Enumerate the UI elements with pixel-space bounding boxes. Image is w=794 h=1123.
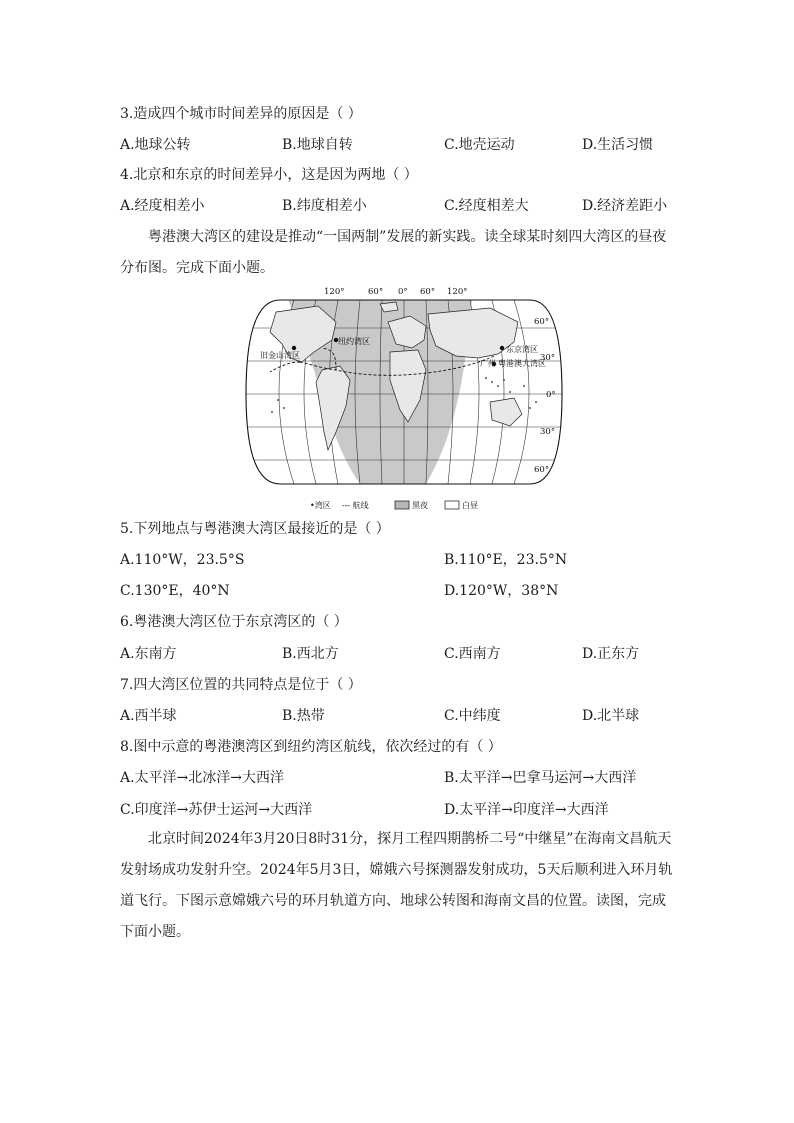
q4-option-b: B.纬度相差小: [282, 198, 367, 214]
top-tick-60e: 60°: [420, 287, 436, 297]
q6-option-d: D.正东方: [582, 646, 640, 662]
question-4-stem: 4.北京和东京的时间差异小，这是因为两地（ ）: [120, 167, 418, 183]
q7-option-a: A.西半球: [120, 708, 177, 724]
question-8-stem: 8.图中示意的粤港澳湾区到纽约湾区航线，依次经过的有（ ）: [120, 739, 502, 755]
q5-option-a: A.110°W，23.5°S: [120, 552, 245, 568]
label-guangzhou: 广州: [480, 359, 496, 368]
label-ny-bay: 纽约湾区: [338, 337, 370, 346]
q4-option-c: C.经度相差大: [444, 198, 529, 214]
q8-option-d: D.太平洋→印度洋→大西洋: [444, 802, 609, 818]
right-tick-60n: 60°: [534, 317, 550, 327]
right-tick-30n: 30°: [540, 353, 556, 363]
q6-option-a: A.东南方: [120, 646, 177, 662]
world-day-night-map: [240, 282, 568, 514]
top-tick-60w: 60°: [368, 287, 384, 297]
q7-option-c: C.中纬度: [444, 708, 501, 724]
q8-option-a: A.太平洋→北冰洋→大西洋: [120, 770, 285, 786]
q5-option-b: B.110°E，23.5°N: [444, 552, 568, 568]
q8-option-b: B.太平洋→巴拿马运河→大西洋: [444, 770, 637, 786]
legend-route: --- 航线: [342, 501, 369, 510]
q8-option-c: C.印度洋→苏伊士运河→大西洋: [120, 802, 313, 818]
reading-intro-chang-e: 北京时间2024年3月20日8时31分，探月工程四期鹊桥二号“中继星”在海南文昌航天发射场成功发射升空。2024年5月3日，嫦娥六号探测器发射成功，5天后顺利进入环月轨道飞行。下图示意嫦娥六号的环月轨道方向、地球公转图和海南文昌的位置。读图，完成下面小题。: [120, 831, 673, 940]
label-tokyo-bay: 东京湾区: [506, 345, 538, 354]
sf-bay-dot: [292, 346, 296, 350]
q5-option-d: D.120°W，38°N: [444, 583, 559, 599]
q3-option-b: B.地球自转: [282, 137, 353, 153]
map-legend: [310, 500, 478, 510]
tokyo-bay-dot: [500, 346, 504, 350]
question-5-stem: 5.下列地点与粤港澳大湾区最接近的是（ ）: [120, 521, 390, 537]
right-tick-60s: 60°: [534, 465, 550, 475]
q7-option-b: B.热带: [282, 708, 325, 724]
q4-option-d: D.经济差距小: [582, 198, 668, 214]
label-gba: 粤港澳大湾区: [498, 359, 546, 368]
q3-option-d: D.生活习惯: [582, 137, 654, 153]
top-tick-120w: 120°: [324, 287, 345, 297]
q4-option-a: A.经度相差小: [120, 198, 205, 214]
question-6-stem: 6.粤港澳大湾区位于东京湾区的（ ）: [120, 614, 348, 630]
q3-option-a: A.地球公转: [120, 137, 191, 153]
question-7-stem: 7.四大湾区位置的共同特点是位于（ ）: [120, 677, 362, 693]
top-tick-0: 0°: [398, 287, 408, 297]
reading-intro-bay-areas: 粤港澳大湾区的建设是推动“一国两制”发展的新实践。读全球某时刻四大湾区的昼夜分布图。完成下面小题。: [120, 229, 667, 276]
question-3-stem: 3.造成四个城市时间差异的原因是（ ）: [120, 106, 362, 122]
legend-night-swatch: [395, 501, 409, 509]
top-tick-120e: 120°: [447, 287, 468, 297]
legend-day: 白昼: [462, 501, 478, 510]
q3-option-c: C.地壳运动: [444, 137, 515, 153]
right-tick-0: 0°: [546, 390, 556, 400]
q5-option-c: C.130°E，40°N: [120, 583, 230, 599]
legend-day-swatch: [445, 501, 459, 509]
legend-night: 黑夜: [412, 501, 428, 510]
q6-option-c: C.西南方: [444, 646, 501, 662]
label-sf-bay: 旧金山湾区: [260, 351, 300, 360]
q7-option-d: D.北半球: [582, 708, 640, 724]
right-tick-30s: 30°: [540, 427, 556, 437]
q6-option-b: B.西北方: [282, 646, 339, 662]
legend-bay: •湾区: [310, 501, 331, 510]
